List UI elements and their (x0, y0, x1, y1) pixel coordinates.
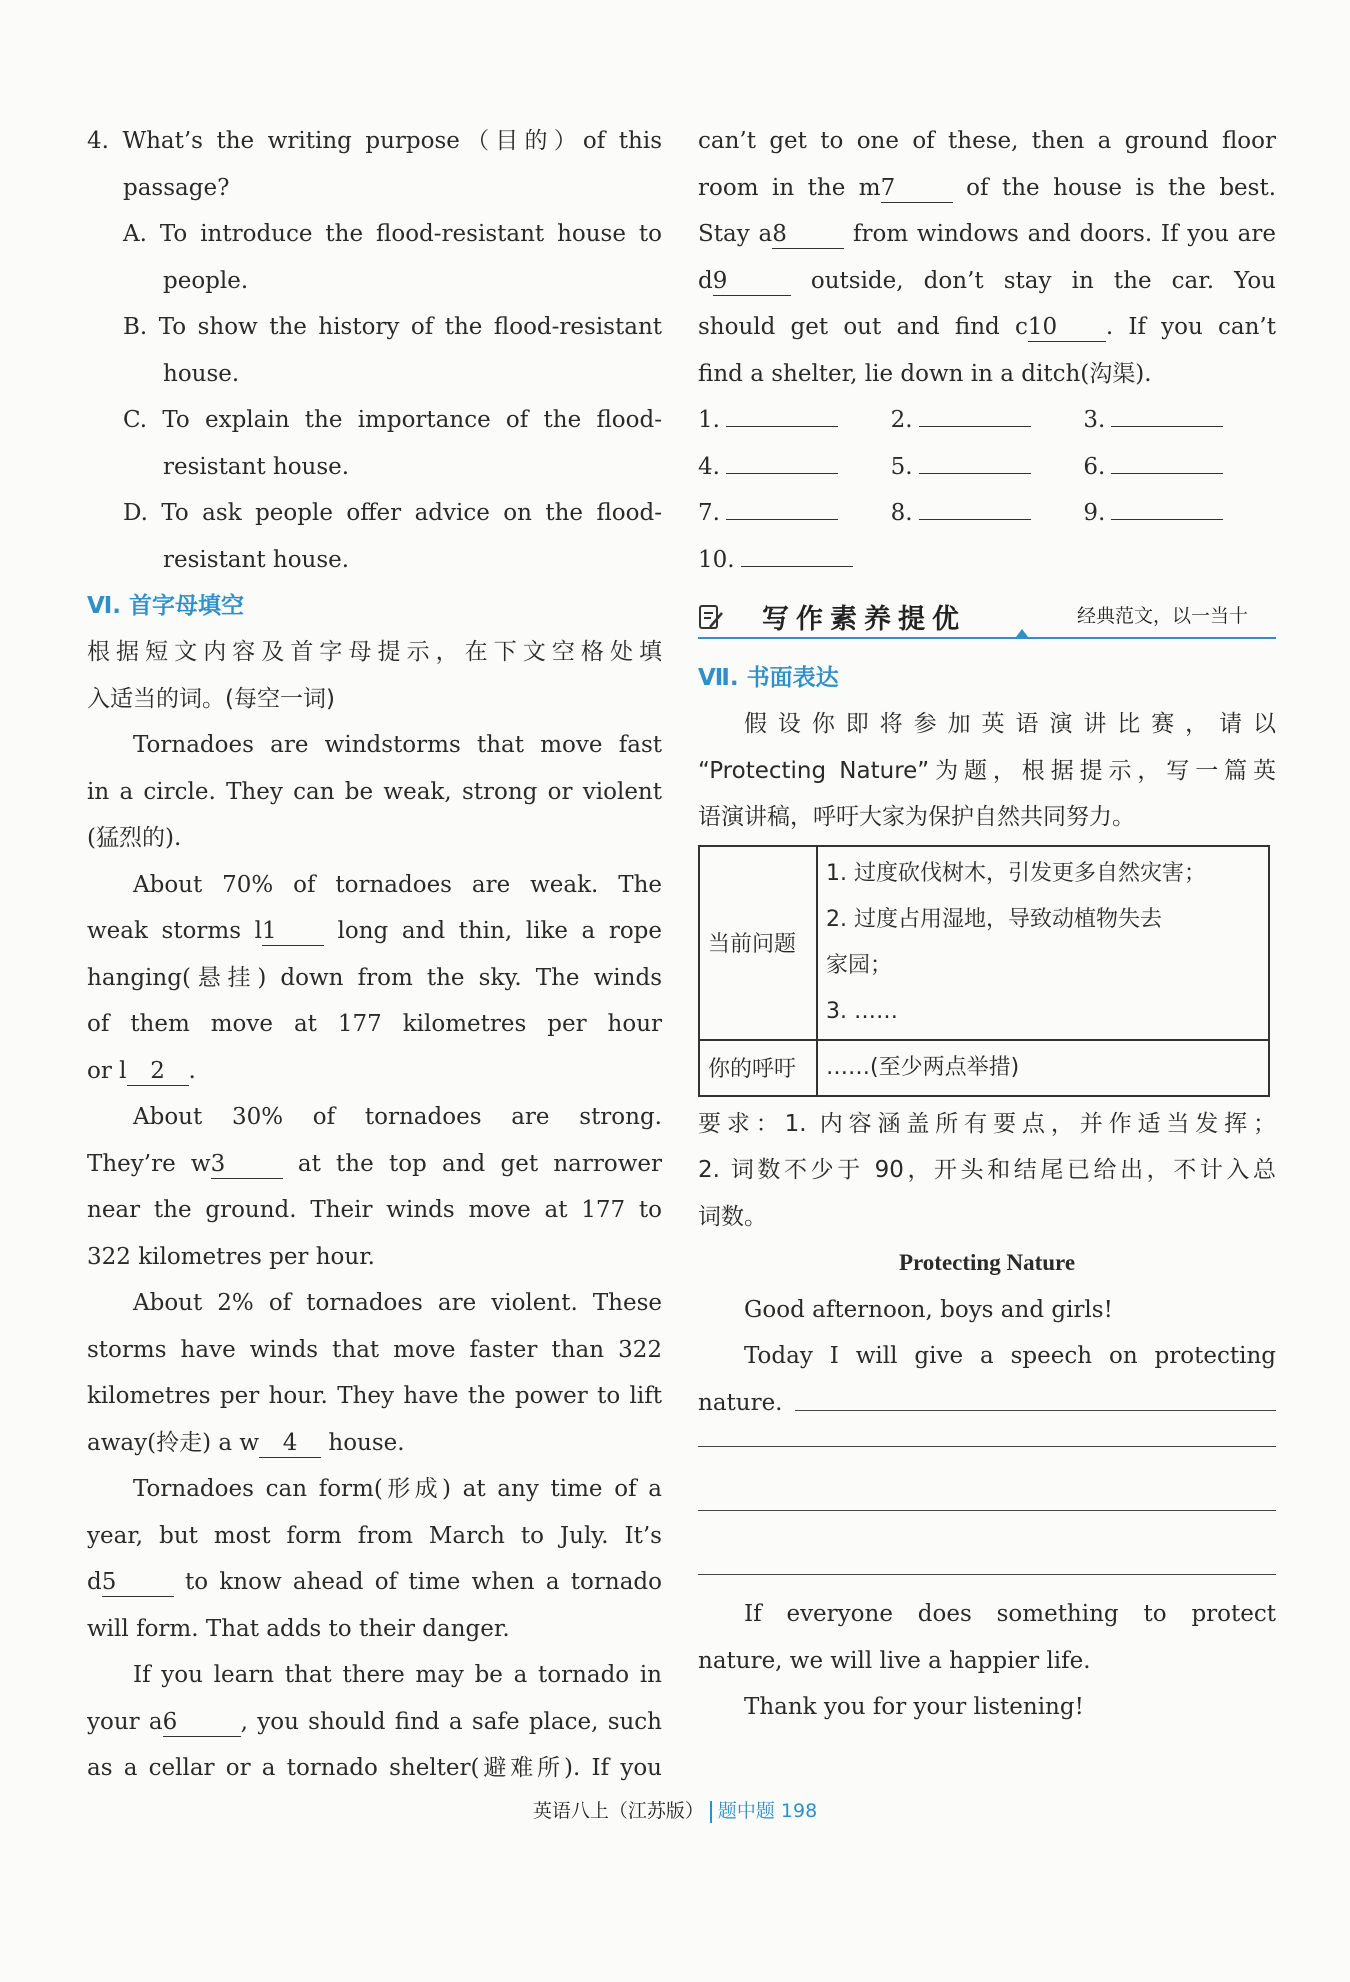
passage-line (87, 1420, 662, 1467)
answer-slot (698, 444, 891, 491)
passage-text: house. (328, 1429, 405, 1456)
answer-label: 9. (1083, 500, 1106, 526)
answer-slot (698, 490, 891, 537)
answer-slot (891, 490, 1084, 537)
pencil-note-icon (698, 603, 724, 631)
blank-8[interactable]: 8 (772, 220, 844, 249)
problem-item: 家园； (826, 952, 893, 978)
requirements-line: 2. 词数不少于 90，开头和结尾已给出，不计入总 (698, 1157, 1276, 1183)
q4-option-d-cont: resistant house. (163, 546, 350, 573)
passage-text: outside, don’t stay in the car. You (810, 267, 1276, 294)
answer-line-7[interactable] (726, 491, 838, 520)
passage-text: long and thin, like a rope (337, 918, 663, 944)
answer-label: 1. (698, 407, 720, 433)
passage-text: at the top and get narrower (297, 1150, 662, 1177)
table-header-problems: 当前问题 (699, 846, 817, 1040)
q4-option-c-cont: resistant house. (163, 453, 350, 480)
writing-line[interactable] (698, 1426, 1276, 1447)
problem-item: 1. 过度砍伐树木，引发更多自然灾害； (826, 860, 1206, 886)
answer-line-10[interactable] (741, 538, 853, 567)
section-6-heading: Ⅵ. 首字母填空 (87, 593, 245, 619)
answer-label: 8. (890, 500, 913, 526)
passage-line (87, 1559, 662, 1606)
answer-line-9[interactable] (1111, 491, 1223, 520)
requirements-line: 词数。 (698, 1203, 767, 1230)
passage-line: can’t get to one of these, then a ground floor (698, 128, 1276, 154)
passage-line: as a cellar or a tornado shelter(避难所). If you (87, 1755, 662, 1781)
passage-line: If you learn that there may be a tornado in (133, 1662, 662, 1688)
answer-label: 5. (890, 453, 913, 480)
passage-line: (猛烈的). (87, 825, 182, 851)
q4-stem: 4. What’s the writing purpose（目的）of this (87, 128, 662, 154)
answer-slot (891, 444, 1084, 491)
footer-divider (710, 1801, 712, 1823)
q4-option-a: A. To introduce the flood-resistant house to (123, 221, 662, 247)
passage-text: your a (87, 1708, 163, 1735)
passage-line: 322 kilometres per hour. (87, 1243, 375, 1270)
essay-line (698, 1380, 1276, 1427)
answer-label: 2. (890, 407, 913, 433)
passage-line: year, but most form from March to July. It’s (87, 1522, 662, 1549)
answer-slot (1083, 397, 1276, 444)
banner-divider (698, 637, 1276, 639)
answer-slot (1083, 490, 1276, 537)
answer-line-1[interactable] (726, 398, 838, 427)
passage-text: should get out and find c (698, 314, 1028, 340)
answer-label: 3. (1083, 407, 1106, 433)
passage-text: from windows and doors. If you are (852, 221, 1277, 247)
passage-line: of them move at 177 kilometres per hour (87, 1011, 662, 1037)
q4-option-d: D. To ask people offer advice on the flood- (123, 500, 662, 526)
passage-line: near the ground. Their winds move at 177 to (87, 1197, 662, 1223)
essay-line: Good afternoon, boys and girls! (744, 1296, 1113, 1323)
section-6-instruction-cont: 入适当的词。(每空一词) (87, 685, 335, 712)
table-cell-appeal (817, 1040, 1269, 1096)
passage-text: to know ahead of time when a tornado (185, 1569, 662, 1595)
problem-item: 2. 过度占用湿地，导致动植物失去 (826, 906, 1162, 932)
writing-banner (698, 589, 1276, 643)
answer-line-5[interactable] (919, 445, 1031, 474)
passage-text: weak storms l (87, 918, 262, 944)
footer-book-title: 英语八上（江苏版） (532, 1800, 704, 1822)
passage-text: room in the m (698, 174, 881, 201)
banner-marker (1016, 629, 1028, 637)
writing-line[interactable] (698, 1554, 1276, 1575)
q4-option-a-cont: people. (163, 267, 249, 294)
blank-3[interactable]: 3 (211, 1150, 283, 1179)
answer-label: 7. (698, 500, 720, 526)
page-footer (0, 1796, 1350, 1823)
blank-5[interactable]: 5 (102, 1568, 174, 1597)
section-7-heading: Ⅶ. 书面表达 (698, 665, 839, 691)
passage-text: of the house is the best. (966, 174, 1277, 201)
passage-line (87, 1048, 662, 1095)
answer-label: 10. (698, 546, 735, 573)
answer-label: 6. (1083, 453, 1106, 480)
passage-line: will form. That adds to their danger. (87, 1615, 510, 1642)
answer-line-2[interactable] (919, 398, 1031, 427)
passage-line (698, 304, 1276, 351)
answer-slot (698, 537, 898, 584)
answer-line-6[interactable] (1111, 445, 1223, 474)
problem-item: 3. …… (826, 998, 898, 1024)
q4-option-b-cont: house. (163, 360, 240, 387)
essay-text: nature. (698, 1389, 783, 1416)
passage-line: hanging(悬挂) down from the sky. The winds (87, 964, 662, 991)
passage-line: About 30% of tornadoes are strong. (133, 1104, 662, 1130)
answer-line-3[interactable] (1111, 398, 1223, 427)
passage-text: d (698, 267, 713, 294)
passage-line (698, 211, 1276, 258)
answer-slot (698, 397, 891, 444)
passage-line: About 70% of tornadoes are weak. The (133, 871, 662, 898)
answer-line-4[interactable] (726, 445, 838, 474)
section-7-intro: 语演讲稿，呼吁大家为保护自然共同努力。 (698, 804, 1135, 830)
passage-line: Tornadoes can form(形成) at any time of a (133, 1476, 662, 1502)
left-column (87, 118, 662, 1792)
right-column (698, 118, 1276, 1731)
blank-4[interactable]: 4 (259, 1429, 321, 1458)
passage-line (87, 1141, 662, 1188)
page-number: 198 (780, 1800, 818, 1822)
blank-10[interactable]: 10 (1028, 313, 1106, 342)
passage-text: . If you can’t (1105, 314, 1276, 340)
passage-line (87, 908, 662, 955)
blank-7[interactable]: 7 (881, 174, 953, 203)
section-7-intro: “Protecting Nature”为题，根据提示，写一篇英 (698, 757, 1276, 784)
passage-line (698, 258, 1276, 305)
passage-line: in a circle. They can be weak, strong or violent (87, 778, 662, 805)
essay-line: nature, we will live a happier life. (698, 1647, 1091, 1674)
table-header-appeal: 你的呼吁 (699, 1040, 817, 1096)
writing-line[interactable] (795, 1380, 1277, 1411)
writing-line[interactable] (698, 1490, 1276, 1511)
footer-series: 题中题 (717, 1800, 775, 1822)
table-cell-problems (817, 846, 1269, 1040)
passage-line: find a shelter, lie down in a ditch(沟渠). (698, 360, 1152, 387)
passage-text: , you should find a safe place, such (240, 1708, 662, 1735)
prompt-table (698, 845, 1270, 1097)
answer-row (698, 444, 1276, 491)
passage-text: d (87, 1569, 102, 1595)
blank-1[interactable]: 1 (262, 917, 324, 946)
answer-row (698, 537, 1276, 584)
passage-line: Tornadoes are windstorms that move fast (133, 732, 662, 758)
banner-title: 写作素养提优 (762, 604, 966, 635)
passage-line: About 2% of tornadoes are violent. These (133, 1290, 662, 1316)
answer-row (698, 397, 1276, 444)
blank-6[interactable]: 6 (163, 1708, 241, 1737)
appeal-content: ……(至少两点举措) (826, 1054, 1020, 1080)
blank-2[interactable]: 2 (127, 1057, 189, 1086)
essay-line: Today I will give a speech on protecting (744, 1343, 1276, 1369)
passage-text: or l (87, 1057, 127, 1084)
answer-line-8[interactable] (919, 491, 1031, 520)
section-7-intro: 假设你即将参加英语演讲比赛，请以 (744, 711, 1276, 737)
banner-subtitle: 经典范文，以一当十 (1076, 605, 1248, 627)
passage-line: kilometres per hour. They have the power to lift (87, 1383, 662, 1409)
answer-slot (1083, 444, 1276, 491)
passage-line (698, 165, 1276, 212)
table-row (699, 846, 1269, 1040)
passage-text: away(拎走) a w (87, 1429, 260, 1456)
passage-text: Stay a (698, 221, 773, 247)
section-6-instruction: 根据短文内容及首字母提示，在下文空格处填 (87, 639, 662, 665)
blank-9[interactable]: 9 (713, 267, 791, 296)
passage-text: . (188, 1057, 196, 1084)
answer-label: 4. (698, 453, 720, 480)
answer-row (698, 490, 1276, 537)
passage-line: storms have winds that move faster than 322 (87, 1336, 662, 1363)
essay-title: Protecting Nature (898, 1250, 1076, 1275)
passage-line (87, 1699, 662, 1746)
q4-option-b: B. To show the history of the flood-resistant (123, 314, 662, 340)
essay-line: If everyone does something to protect (744, 1601, 1276, 1627)
q4-option-c: C. To explain the importance of the flood- (123, 407, 662, 433)
answer-slot (891, 397, 1084, 444)
q4-stem-cont: passage? (123, 174, 230, 201)
passage-text: They’re w (87, 1150, 211, 1177)
requirements-line: 要求：1. 内容涵盖所有要点，并作适当发挥； (698, 1110, 1276, 1137)
table-row (699, 1040, 1269, 1096)
essay-line: Thank you for your listening! (744, 1694, 1084, 1720)
